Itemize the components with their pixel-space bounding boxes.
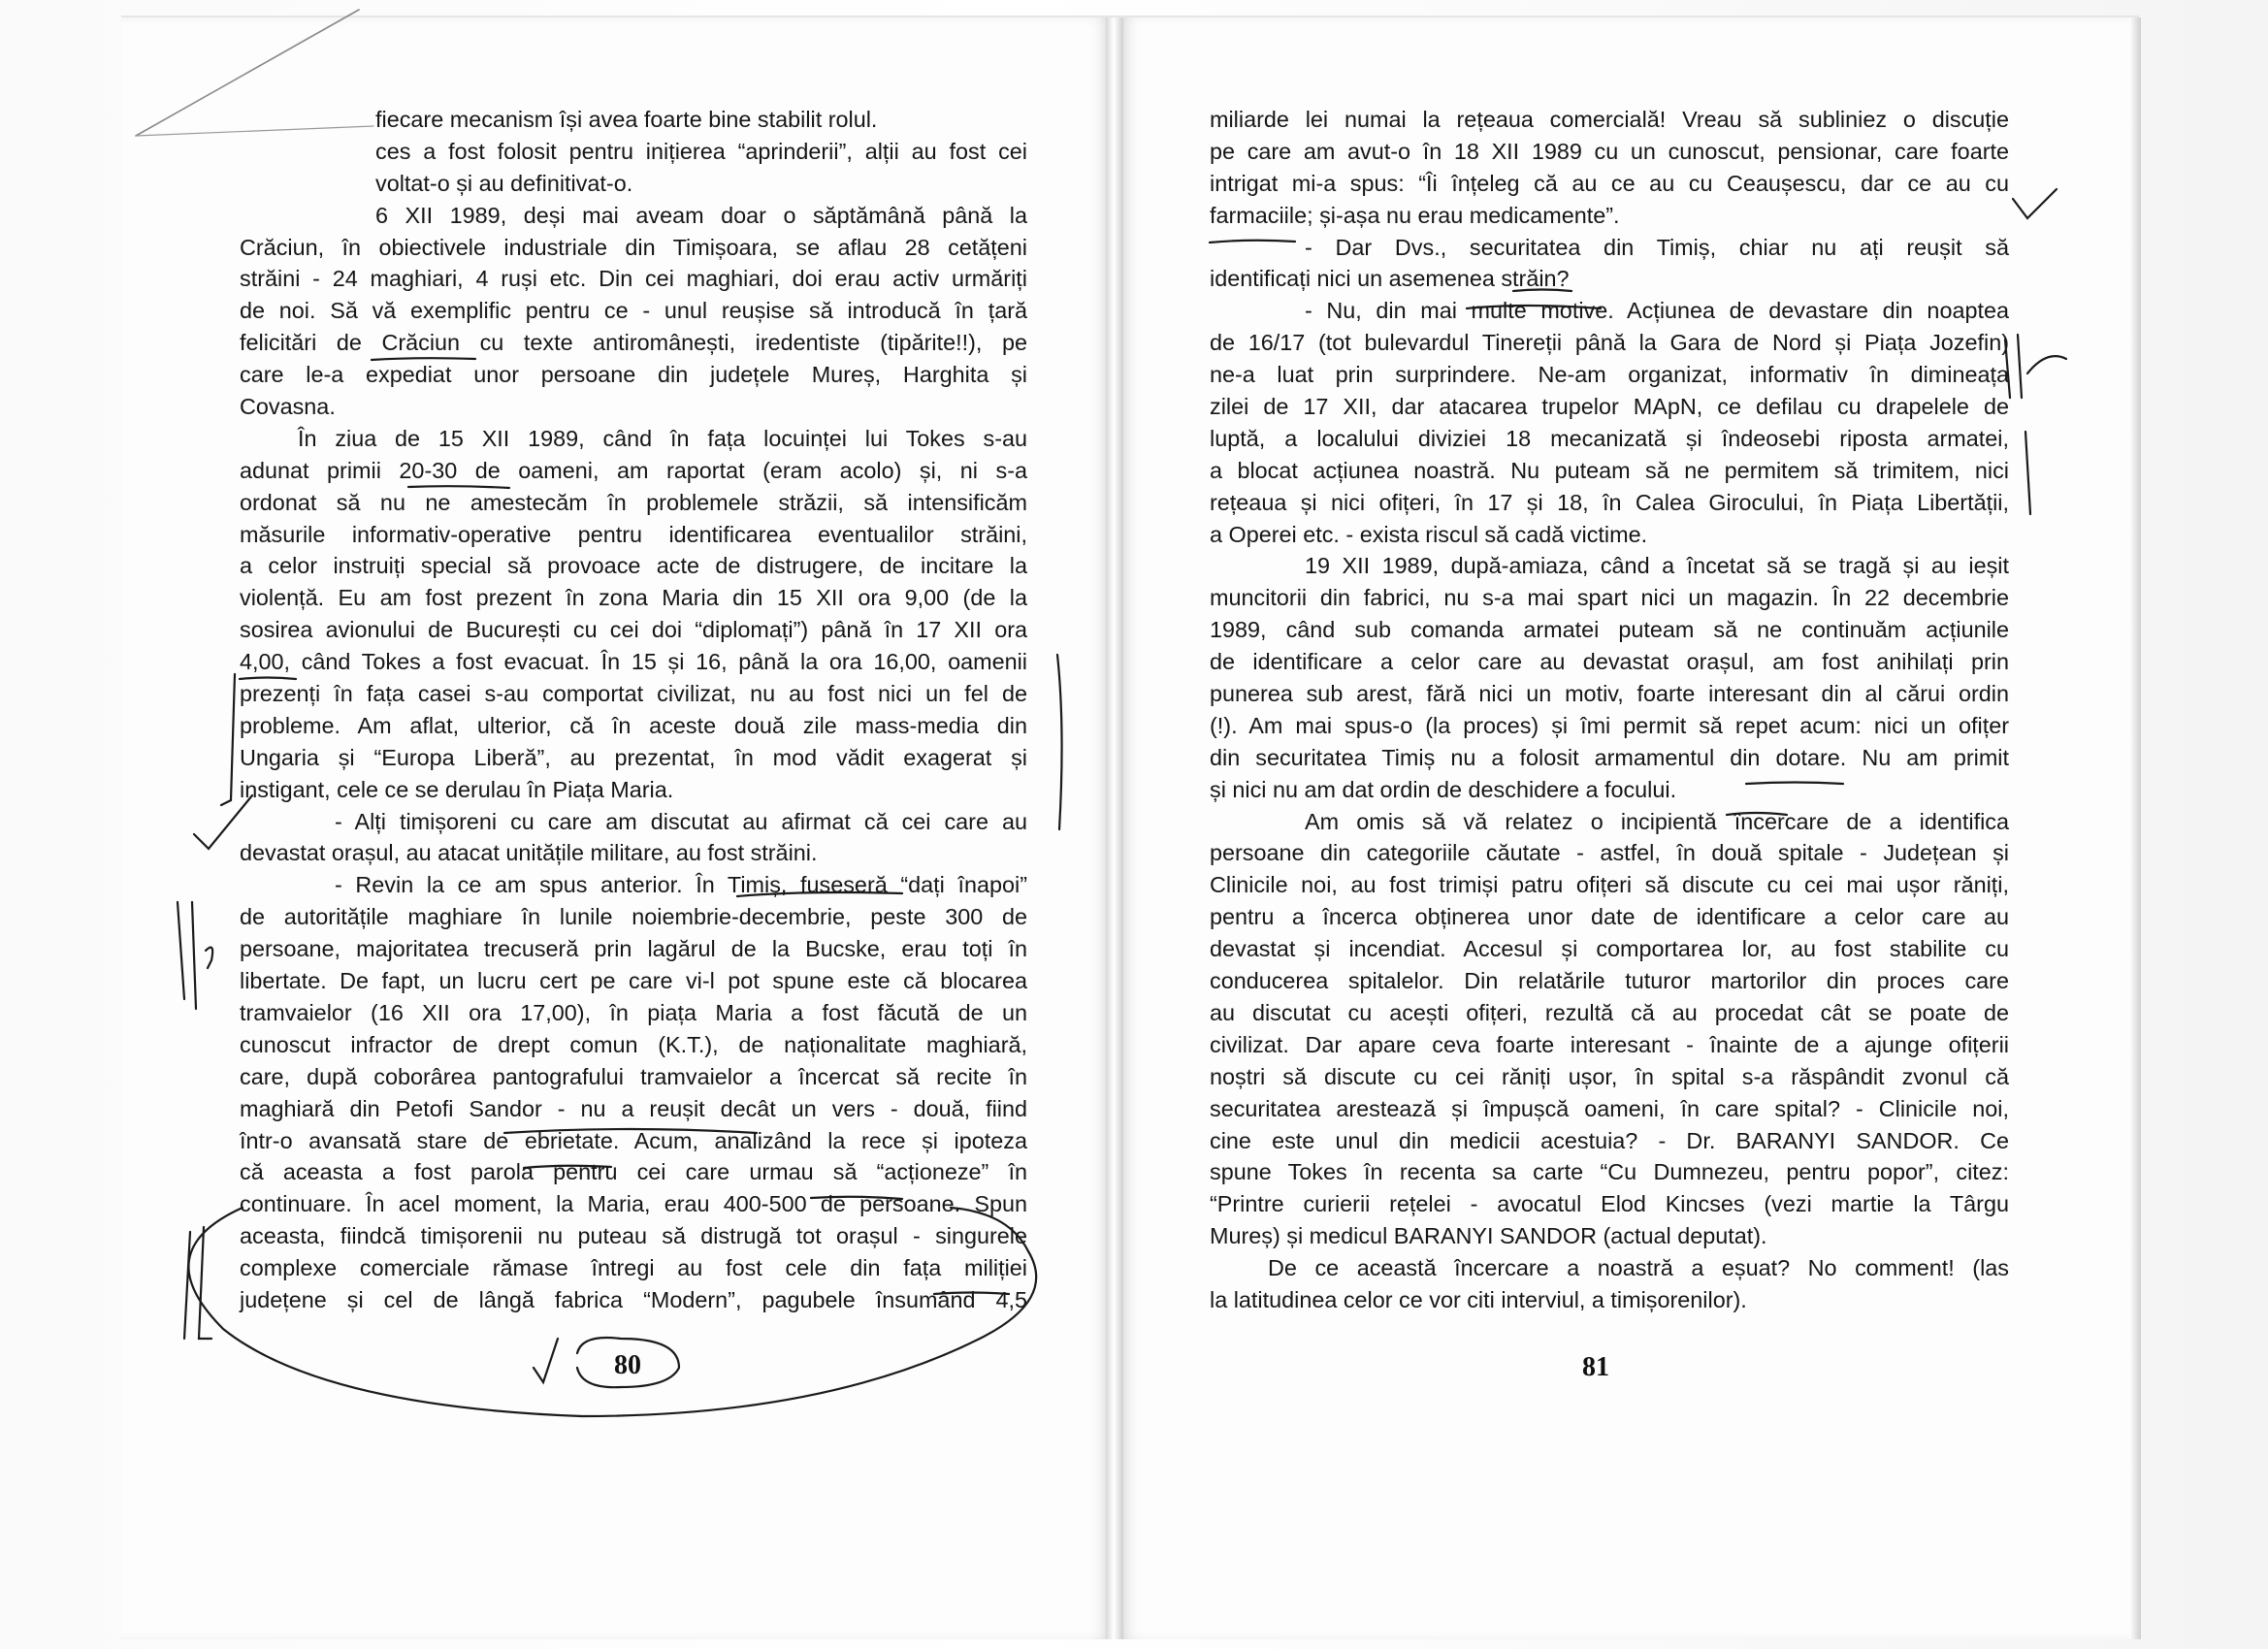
text-line: Mureș) și medicul BARANYI SANDOR (actual deputat). xyxy=(1210,1223,1767,1249)
text-line: De ce această încercare a noastră a eșuat? No comment! (las xyxy=(1268,1255,2009,1281)
text-line: zilei de 17 XII, dar atacarea trupelor MApN, ce defilau cu drapelele de xyxy=(1210,394,2009,420)
text-line: că aceasta a fost parola pentru cei care urmau să “acționeze” în xyxy=(240,1159,1027,1185)
text-line: libertate. De fapt, un lucru cert pe care vi-l pot spune este că blocarea xyxy=(240,968,1027,994)
text-line: continuare. În acel moment, la Maria, erau 400-500 de persoane. Spun xyxy=(240,1191,1027,1217)
page-number-right: 81 xyxy=(1582,1352,1609,1382)
text-line: prezenți în fața casei s-au comportat civilizat, nu au fost nici un fel de xyxy=(240,681,1027,707)
text-line: devastat orașul, au atacat unitățile militare, au fost străini. xyxy=(240,840,818,866)
text-line: sosirea avionului de București cu cei doi “diplomați”) până în 17 XII ora xyxy=(240,617,1027,643)
text-line: violență. Eu am fost prezent în zona Maria din 15 XII ora 9,00 (de la xyxy=(240,585,1027,611)
text-line: - Dar Dvs., securitatea din Timiș, chiar nu ați reușit să xyxy=(1305,234,2009,260)
text-line: cunoscut infractor de drept comun (K.T.), de naționalitate maghiară, xyxy=(240,1031,1027,1057)
text-line: ordonat să nu ne amestecăm în problemele străzii, să intensificăm xyxy=(240,489,1027,515)
text-line: felicitări de Crăciun cu texte antiromânești, iredentiste (tipărite!!), pe xyxy=(240,330,1027,356)
text-line: din securitatea Timiș nu a folosit armamentul din dotare. Nu am primit xyxy=(1210,744,2009,770)
text-line: ne-a luat prin surprindere. Ne-am organizat, informativ în dimineața xyxy=(1210,362,2009,388)
text-line: noștri să discute cu cei răniți ușor, în spital s-a răspândit zvonul că xyxy=(1210,1063,2009,1089)
text-line: 6 XII 1989, deși mai aveam doar o săptămână până la xyxy=(375,202,1027,228)
page-right-edge xyxy=(2129,17,2141,1639)
text-line: aceasta, fiindcă timișorenii nu puteau să distrugă tot orașul - singurele xyxy=(240,1223,1027,1249)
text-line: și nici nu am dat ordin de deschidere a focului. xyxy=(1210,776,1677,802)
text-line: persoane din categoriile căutate - astfel, în două spitale - Județean și xyxy=(1210,840,2009,866)
text-line: maghiară din Petofi Sandor - nu a reușit decât un vers - două, fiind xyxy=(240,1095,1027,1121)
page-number-left: 80 xyxy=(614,1350,641,1380)
text-line: fiecare mecanism își avea foarte bine stabilit rolul. xyxy=(375,107,878,132)
text-line: - Revin la ce am spus anterior. În Timiș, fuseseră “dați înapoi” xyxy=(335,872,1027,898)
text-line: - Alți timișoreni cu care am discutat au afirmat că cei care au xyxy=(335,808,1027,834)
text-line: ces a fost folosit pentru inițierea “aprinderii”, alții au fost cei xyxy=(375,138,1027,164)
text-line: Am omis să vă relatez o incipientă încercare de a identifica xyxy=(1305,808,2009,834)
text-line: În ziua de 15 XII 1989, când în fața locuinței lui Tokes s-au xyxy=(298,425,1027,451)
text-line: tramvaielor (16 XII ora 17,00), în piața Maria a fost făcută de un xyxy=(240,999,1027,1025)
text-line: de identificare a celor care au devastat orașul, am fost anihilați prin xyxy=(1210,649,2009,675)
text-line: “Printre curierii rețelei - avocatul Elod Kincses (vezi martie la Târgu xyxy=(1210,1191,2009,1217)
text-line: rețeaua și nici ofițeri, în 17 și 18, în Calea Girocului, în Piața Libertății, xyxy=(1210,489,2009,515)
text-line: probleme. Am aflat, ulterior, că în aceste două zile mass-media din xyxy=(240,712,1027,738)
text-line: voltat-o și au definitivat-o. xyxy=(375,170,633,196)
text-line: complexe comerciale rămase întregi au fost cele din fața miliției xyxy=(240,1255,1027,1281)
text-line: miliarde lei numai la rețeaua comercială! Vreau să subliniez o discuție xyxy=(1210,107,2009,132)
book-gutter xyxy=(1106,17,1123,1639)
text-line: spune Tokes în recenta sa carte “Cu Dumnezeu, pentru popor”, citez: xyxy=(1210,1159,2009,1185)
text-line: care le-a expediat unor persoane din județele Mureș, Harghita și xyxy=(240,362,1027,388)
text-line: 4,00, când Tokes a fost evacuat. În 15 și 16, până la ora 16,00, oamenii xyxy=(240,649,1027,675)
text-line: de 16/17 (tot bulevardul Tinereții până la Gara de Nord și Piața Jozefin) xyxy=(1210,330,2009,356)
text-line: la latitudinea celor ce vor citi interviul, a timișorenilor). xyxy=(1210,1286,1747,1312)
text-line: de autoritățile maghiare în lunile noiembrie-decembrie, peste 300 de xyxy=(240,904,1027,930)
left-page-text xyxy=(240,104,1027,1316)
right-page-text xyxy=(1210,104,2009,1316)
text-line: Covasna. xyxy=(240,394,336,420)
text-line: Crăciun, în obiectivele industriale din Timișoara, se aflau 28 cetățeni xyxy=(240,234,1027,260)
text-line: devastat și incendiat. Accesul și comportarea lor, au fost stabilite cu xyxy=(1210,936,2009,962)
text-line: - Nu, din mai multe motive. Acțiunea de devastare din noaptea xyxy=(1305,298,2009,324)
text-line: de noi. Să vă exemplific pentru ce - unul reușise să introducă în țară xyxy=(240,298,1027,324)
text-line: Clinicile noi, au fost trimiși patru ofițeri să discute cu cei mai ușor răniți, xyxy=(1210,872,2009,898)
text-line: conducerea spitalelor. Din relatările tuturor martorilor din proces care xyxy=(1210,968,2009,994)
text-line: într-o avansată stare de ebrietate. Acum, analizând la rece și ipoteza xyxy=(240,1127,1027,1153)
text-line: civilizat. Dar apare ceva foarte interesant - înainte de a ajunge ofițerii xyxy=(1210,1031,2009,1057)
text-line: luptă, a localului diviziei 18 mecanizată și îndeosebi riposta armatei, xyxy=(1210,425,2009,451)
text-line: pentru a încerca obținerea unor date de identificare a celor care au xyxy=(1210,904,2009,930)
text-line: farmaciile; și-așa nu erau medicamente”. xyxy=(1210,202,1620,228)
text-line: Ungaria și “Europa Liberă”, au prezentat, în mod vădit exagerat și xyxy=(240,744,1027,770)
text-line: cine este unul din medicii acestuia? - Dr. BARANYI SANDOR. Ce xyxy=(1210,1127,2009,1153)
text-line: care, după coborârea pantografului tramvaielor a încercat să recite în xyxy=(240,1063,1027,1089)
text-line: județene și cel de lângă fabrica “Modern”, pagubele însumând 4,5 xyxy=(240,1286,1027,1312)
text-line: pe care am avut-o în 18 XII 1989 cu un cunoscut, pensionar, care foarte xyxy=(1210,138,2009,164)
text-line: a celor instruiți special să provoace acte de distrugere, de incitare la xyxy=(240,553,1027,579)
text-line: au discutat cu acești ofițeri, rezultă că au procedat cât se poate de xyxy=(1210,999,2009,1025)
text-line: (!). Am mai spus-o (la proces) și îmi permit să repet acum: nici un ofițer xyxy=(1210,712,2009,738)
text-line: instigant, cele ce se derulau în Piața Maria. xyxy=(240,776,674,802)
text-line: a Operei etc. - exista riscul să cadă victime. xyxy=(1210,521,1648,547)
text-line: securitatea arestează și împușcă oameni, în care spital? - Clinicile noi, xyxy=(1210,1095,2009,1121)
text-line: muncitorii din fabrici, nu s-a mai spart nici un magazin. În 22 decembrie xyxy=(1210,585,2009,611)
text-line: identificați nici un asemenea străin? xyxy=(1210,266,1570,292)
text-line: punerea sub arest, fără nici un motiv, foarte interesant din al cărui ordin xyxy=(1210,681,2009,707)
text-line: a blocat acțiunea noastră. Nu puteam să ne permitem să trimitem, nici xyxy=(1210,457,2009,483)
text-line: intrigat mi-a spus: “Îi înțeleg că au ce au cu Ceaușescu, dar ce au cu xyxy=(1210,170,2009,196)
text-line: străini - 24 maghiari, 4 ruși etc. Din cei maghiari, doi erau activ urmăriți xyxy=(240,266,1027,292)
text-line: 1989, când sub comanda armatei puteam să ne continuăm acțiunile xyxy=(1210,617,2009,643)
text-line: persoane, majoritatea trecuseră prin lagărul de la Bucske, erau toți în xyxy=(240,936,1027,962)
text-line: adunat primii 20-30 de oameni, am raportat (eram acolo) și, ni s-a xyxy=(240,457,1027,483)
text-line: măsurile informativ-operative pentru identificarea eventualilor străini, xyxy=(240,521,1027,547)
text-line: 19 XII 1989, după-amiaza, când a încetat să se tragă și au ieșit xyxy=(1305,553,2009,579)
